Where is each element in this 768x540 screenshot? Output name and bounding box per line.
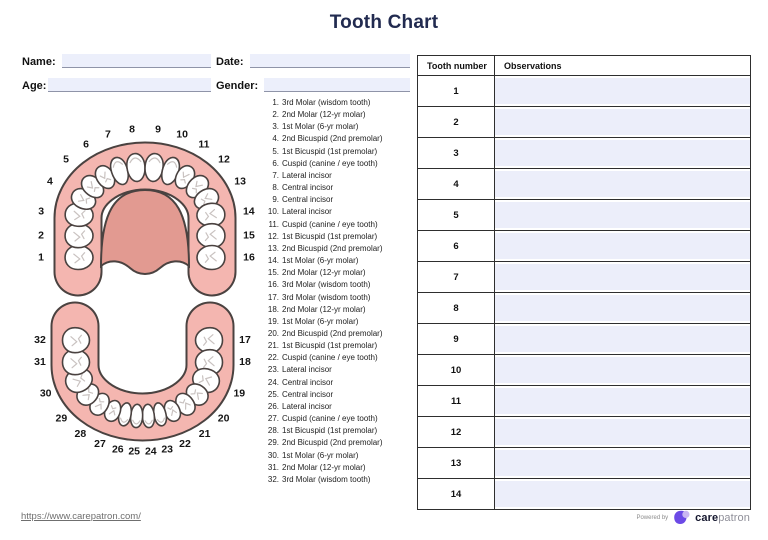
observation-cell[interactable] bbox=[495, 76, 751, 107]
observation-cell[interactable] bbox=[495, 386, 751, 417]
legend-item-label: Cuspid (canine / eye tooth) bbox=[282, 353, 378, 363]
table-row bbox=[418, 417, 751, 448]
tooth-32 bbox=[62, 328, 89, 353]
legend-item-label: 1st Bicuspid (1st premolar) bbox=[282, 231, 378, 241]
tooth-number-label-20: 20 bbox=[217, 412, 230, 425]
legend-item-label: 1st Bicuspid (1st premolar) bbox=[282, 426, 378, 436]
legend-item-label: Lateral incisor bbox=[282, 401, 332, 411]
legend-item bbox=[262, 255, 416, 267]
tooth-number-cell: 7 bbox=[418, 262, 495, 293]
legend-item bbox=[262, 146, 416, 158]
tooth-number-label-5: 5 bbox=[63, 153, 69, 166]
observation-input-area[interactable] bbox=[495, 295, 750, 321]
legend-item-number: 30. bbox=[267, 450, 279, 460]
tooth-15 bbox=[197, 224, 225, 248]
brand-care: care bbox=[695, 511, 719, 524]
tooth-number-label-22: 22 bbox=[179, 438, 191, 451]
legend-item bbox=[262, 352, 416, 364]
legend-item-label: 2nd Molar (12-yr molar) bbox=[282, 110, 366, 120]
tooth-number-label-25: 25 bbox=[128, 445, 141, 458]
tooth-number-cell: 1 bbox=[418, 76, 495, 107]
observation-cell[interactable] bbox=[495, 262, 751, 293]
tooth-number-cell: 9 bbox=[418, 324, 495, 355]
legend-item bbox=[262, 316, 416, 328]
tooth-number-label-10: 10 bbox=[176, 128, 188, 141]
table-row bbox=[418, 231, 751, 262]
observation-cell[interactable] bbox=[495, 200, 751, 231]
legend-item bbox=[262, 474, 416, 486]
tooth-number-cell: 14 bbox=[418, 479, 495, 510]
observation-cell[interactable] bbox=[495, 448, 751, 479]
legend-item-label: Lateral incisor bbox=[282, 207, 332, 217]
page-title: Tooth Chart bbox=[329, 12, 439, 33]
observation-input-area[interactable] bbox=[495, 202, 750, 228]
legend-item-number: 26. bbox=[267, 401, 279, 411]
name-input[interactable] bbox=[62, 54, 211, 68]
tooth-number-cell: 3 bbox=[418, 138, 495, 169]
legend-item-number: 3. bbox=[272, 122, 279, 132]
legend-item-label: 1st Molar (6-yr molar) bbox=[282, 122, 359, 132]
legend-item-number: 2. bbox=[272, 110, 279, 120]
legend-item bbox=[262, 194, 416, 206]
brand-wordmark bbox=[695, 512, 750, 524]
legend-item-label: 3rd Molar (wisdom tooth) bbox=[282, 292, 371, 302]
tooth-number-label-18: 18 bbox=[239, 355, 251, 368]
legend-item-label: Central incisor bbox=[282, 183, 334, 193]
tooth-number-label-27: 27 bbox=[94, 438, 106, 451]
tooth-1 bbox=[65, 246, 93, 270]
legend-item-label: Cuspid (canine / eye tooth) bbox=[282, 219, 378, 229]
legend-item-number: 15. bbox=[267, 268, 279, 278]
table-row bbox=[418, 479, 751, 510]
legend-item bbox=[262, 389, 416, 401]
legend-item bbox=[262, 425, 416, 437]
tooth-number-cell: 4 bbox=[418, 169, 495, 200]
table-row bbox=[418, 200, 751, 231]
table-row bbox=[418, 293, 751, 324]
col-observations: Observations bbox=[495, 56, 751, 76]
legend-item-label: Lateral incisor bbox=[282, 170, 332, 180]
tooth-number-label-15: 15 bbox=[243, 229, 255, 242]
tooth-number-label-32: 32 bbox=[34, 333, 46, 346]
tooth-number-label-9: 9 bbox=[155, 123, 161, 136]
legend-item-number: 20. bbox=[267, 328, 279, 338]
gender-input[interactable] bbox=[264, 78, 410, 92]
legend-item-label: 1st Bicuspid (1st premolar) bbox=[282, 341, 378, 351]
dental-arches-diagram bbox=[0, 100, 270, 505]
table-row bbox=[418, 76, 751, 107]
tooth-number-cell: 5 bbox=[418, 200, 495, 231]
legend-item-number: 1. bbox=[272, 98, 279, 107]
legend-item-label: 1st Molar (6-yr molar) bbox=[282, 256, 359, 266]
legend-item-label: Lateral incisor bbox=[282, 365, 332, 375]
observation-input-area[interactable] bbox=[495, 419, 750, 445]
legend-item-number: 18. bbox=[267, 304, 279, 314]
legend-item-label: 1st Molar (6-yr molar) bbox=[282, 316, 359, 326]
legend-item bbox=[262, 292, 416, 304]
legend-item bbox=[262, 231, 416, 243]
observation-input-area[interactable] bbox=[495, 388, 750, 414]
legend-item-number: 16. bbox=[267, 280, 279, 290]
tooth-number-label-3: 3 bbox=[38, 205, 45, 218]
powered-by-label: Powered by bbox=[636, 514, 669, 521]
legend-item bbox=[262, 182, 416, 194]
tooth-number-cell: 6 bbox=[418, 231, 495, 262]
legend-item bbox=[262, 158, 416, 170]
legend-item-number: 10. bbox=[267, 207, 279, 217]
legend-item-number: 6. bbox=[272, 158, 279, 168]
observation-input-area[interactable] bbox=[495, 326, 750, 352]
col-tooth-number: Tooth number bbox=[418, 56, 495, 76]
observation-input-area[interactable] bbox=[495, 450, 750, 476]
legend-item bbox=[262, 328, 416, 340]
legend-item-label: 3rd Molar (wisdom tooth) bbox=[282, 98, 371, 107]
tooth-number-label-21: 21 bbox=[198, 428, 211, 441]
gender-label: Gender: bbox=[216, 80, 259, 92]
tooth-number-label-16: 16 bbox=[243, 251, 255, 264]
legend-item-number: 4. bbox=[272, 134, 279, 144]
legend-item bbox=[262, 206, 416, 218]
legend-item-number: 8. bbox=[272, 183, 279, 193]
tooth-legend bbox=[262, 97, 416, 486]
legend-item bbox=[262, 279, 416, 291]
tooth-2 bbox=[65, 224, 93, 248]
tooth-number-label-4: 4 bbox=[46, 175, 53, 188]
observation-cell[interactable] bbox=[495, 324, 751, 355]
observation-input-area[interactable] bbox=[495, 481, 750, 507]
tooth-number-cell: 11 bbox=[418, 386, 495, 417]
carepatron-logo-icon bbox=[673, 510, 690, 525]
observations-table bbox=[417, 55, 751, 510]
tooth-number-label-14: 14 bbox=[242, 205, 255, 218]
table-row bbox=[418, 107, 751, 138]
date-input[interactable] bbox=[250, 54, 410, 68]
observation-input-area[interactable] bbox=[495, 171, 750, 197]
legend-item-label: 1st Bicuspid (1st premolar) bbox=[282, 146, 378, 156]
legend-item-label: 3rd Molar (wisdom tooth) bbox=[282, 280, 371, 290]
tooth-number-cell: 2 bbox=[418, 107, 495, 138]
carepatron-link[interactable]: https://www.carepatron.com/ bbox=[21, 511, 141, 522]
table-row bbox=[418, 324, 751, 355]
legend-item bbox=[262, 364, 416, 376]
table-row bbox=[418, 138, 751, 169]
legend-item bbox=[262, 450, 416, 462]
name-label: Name: bbox=[22, 56, 56, 68]
legend-item-label: 2nd Bicuspid (2nd premolar) bbox=[282, 134, 383, 144]
observation-cell[interactable] bbox=[495, 231, 751, 262]
observation-input-area[interactable] bbox=[495, 264, 750, 290]
tooth-number-label-26: 26 bbox=[111, 443, 124, 456]
table-row bbox=[418, 448, 751, 479]
legend-item-label: 2nd Molar (12-yr molar) bbox=[282, 304, 366, 314]
legend-item bbox=[262, 219, 416, 231]
legend-item-label: Central incisor bbox=[282, 389, 334, 399]
legend-item-number: 24. bbox=[267, 377, 279, 387]
tooth-number-label-11: 11 bbox=[198, 138, 210, 151]
tooth-number-label-28: 28 bbox=[74, 428, 87, 441]
powered-by-badge bbox=[636, 510, 750, 525]
legend-item-number: 32. bbox=[267, 474, 279, 484]
age-input[interactable] bbox=[48, 78, 211, 92]
tooth-number-label-12: 12 bbox=[218, 153, 230, 166]
table-row bbox=[418, 169, 751, 200]
upper-arch bbox=[38, 123, 255, 274]
legend-item-label: 2nd Bicuspid (2nd premolar) bbox=[282, 328, 383, 338]
legend-item-number: 29. bbox=[267, 438, 279, 448]
tooth-number-label-31: 31 bbox=[34, 355, 46, 368]
tooth-number-label-19: 19 bbox=[233, 387, 246, 400]
tooth-number-label-7: 7 bbox=[104, 128, 111, 141]
legend-item bbox=[262, 437, 416, 449]
tooth-number-label-30: 30 bbox=[39, 387, 52, 400]
observation-cell[interactable] bbox=[495, 417, 751, 448]
legend-item bbox=[262, 304, 416, 316]
brand-patron: patron bbox=[718, 511, 750, 524]
table-header-row bbox=[418, 56, 751, 76]
legend-item-number: 12. bbox=[267, 231, 279, 241]
legend-item-label: 2nd Bicuspid (2nd premolar) bbox=[282, 243, 383, 253]
tooth-number-label-24: 24 bbox=[144, 445, 157, 458]
legend-item-label: Central incisor bbox=[282, 195, 334, 205]
legend-item-number: 11. bbox=[268, 219, 279, 229]
legend-item-label: Central incisor bbox=[282, 377, 334, 387]
legend-item-number: 13. bbox=[267, 243, 279, 253]
legend-item-number: 14. bbox=[267, 256, 279, 266]
tooth-number-cell: 12 bbox=[418, 417, 495, 448]
legend-item bbox=[262, 97, 416, 109]
legend-item-number: 23. bbox=[267, 365, 279, 375]
legend-item bbox=[262, 413, 416, 425]
tooth-number-cell: 10 bbox=[418, 355, 495, 386]
legend-item bbox=[262, 121, 416, 133]
tooth-number-label-23: 23 bbox=[161, 443, 174, 456]
tooth-number-label-13: 13 bbox=[234, 175, 246, 188]
legend-item-number: 31. bbox=[267, 462, 279, 472]
observation-cell[interactable] bbox=[495, 293, 751, 324]
table-row bbox=[418, 355, 751, 386]
table-row bbox=[418, 386, 751, 417]
observation-cell[interactable] bbox=[495, 138, 751, 169]
legend-item-label: Cuspid (canine / eye tooth) bbox=[282, 414, 378, 424]
legend-item bbox=[262, 340, 416, 352]
legend-item-label: Cuspid (canine / eye tooth) bbox=[282, 158, 378, 168]
legend-item-number: 19. bbox=[267, 316, 279, 326]
tooth-number-cell: 13 bbox=[418, 448, 495, 479]
observation-cell[interactable] bbox=[495, 355, 751, 386]
legend-item bbox=[262, 377, 416, 389]
legend-item bbox=[262, 267, 416, 279]
legend-item-number: 7. bbox=[272, 170, 279, 180]
legend-item-number: 28. bbox=[267, 426, 279, 436]
tooth-number-label-29: 29 bbox=[55, 412, 68, 425]
legend-item-number: 27. bbox=[267, 414, 279, 424]
legend-item-label: 1st Molar (6-yr molar) bbox=[282, 450, 359, 460]
age-label: Age: bbox=[22, 80, 47, 92]
tooth-number-label-8: 8 bbox=[129, 123, 135, 136]
legend-item bbox=[262, 109, 416, 121]
observation-input-area[interactable] bbox=[495, 78, 750, 104]
legend-item bbox=[262, 170, 416, 182]
legend-item bbox=[262, 462, 416, 474]
legend-item-label: 2nd Bicuspid (2nd premolar) bbox=[282, 438, 383, 448]
palate bbox=[101, 190, 189, 274]
tooth-number-label-1: 1 bbox=[38, 251, 44, 264]
tooth-number-label-2: 2 bbox=[38, 229, 44, 242]
observation-input-area[interactable] bbox=[495, 233, 750, 259]
legend-item-number: 21. bbox=[267, 341, 279, 351]
observation-cell[interactable] bbox=[495, 169, 751, 200]
legend-item-number: 5. bbox=[272, 146, 279, 156]
legend-item-number: 25. bbox=[267, 389, 279, 399]
legend-item-label: 2nd Molar (12-yr molar) bbox=[282, 462, 366, 472]
date-label: Date: bbox=[216, 56, 244, 68]
tooth-number-cell: 8 bbox=[418, 293, 495, 324]
observation-input-area[interactable] bbox=[495, 109, 750, 135]
tooth-number-label-6: 6 bbox=[83, 138, 90, 151]
legend-item-number: 17. bbox=[267, 292, 279, 302]
observation-cell[interactable] bbox=[495, 107, 751, 138]
legend-item bbox=[262, 133, 416, 145]
observation-input-area[interactable] bbox=[495, 140, 750, 166]
legend-item-number: 9. bbox=[272, 195, 279, 205]
legend-item bbox=[262, 401, 416, 413]
legend-item-number: 22. bbox=[267, 353, 279, 363]
observation-cell[interactable] bbox=[495, 479, 751, 510]
observation-input-area[interactable] bbox=[495, 357, 750, 383]
lower-arch bbox=[34, 326, 251, 457]
table-row bbox=[418, 262, 751, 293]
legend-item bbox=[262, 243, 416, 255]
legend-item-label: 2nd Molar (12-yr molar) bbox=[282, 268, 366, 278]
legend-item-label: 3rd Molar (wisdom tooth) bbox=[282, 474, 371, 484]
tooth-16 bbox=[197, 246, 225, 270]
tooth-number-label-17: 17 bbox=[239, 333, 251, 346]
